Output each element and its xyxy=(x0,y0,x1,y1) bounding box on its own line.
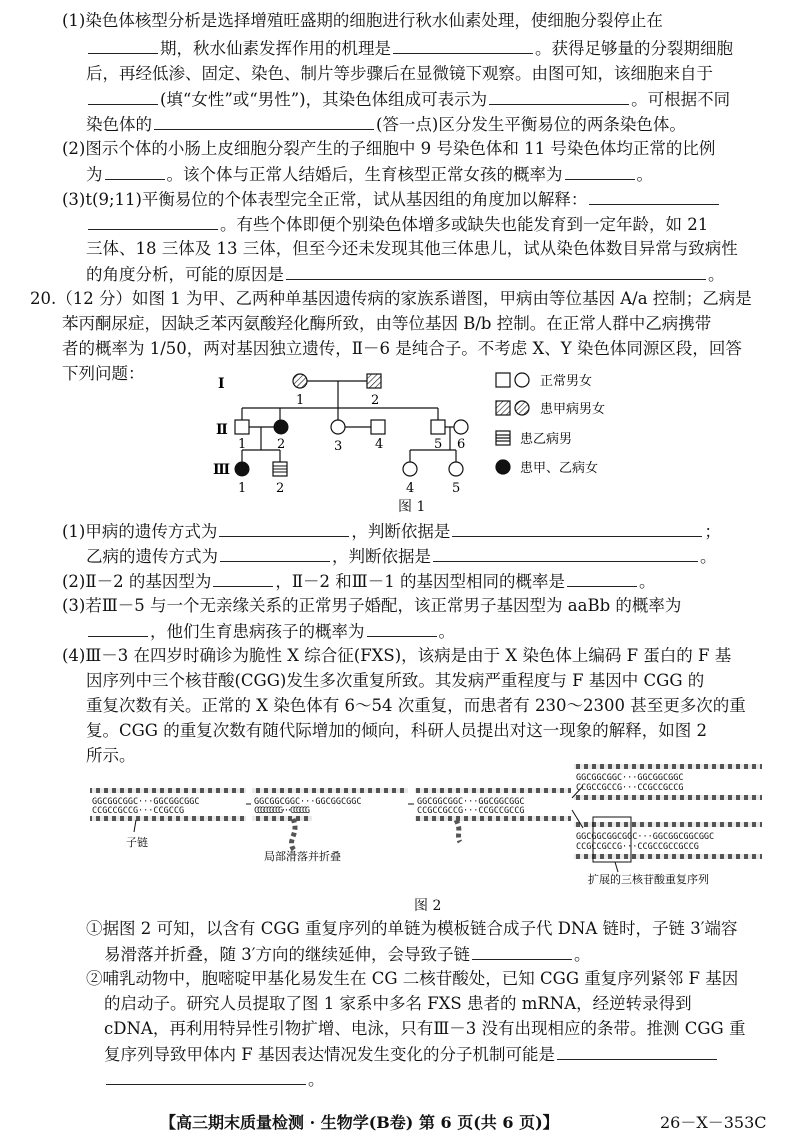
answer-blank[interactable] xyxy=(88,88,158,105)
pedigree-II-1-normal-male xyxy=(235,420,249,434)
p3-seq-top: GGCGGCGGC···GGCGGCGGC xyxy=(417,797,525,807)
legend-normal-label: 正常男女 xyxy=(540,374,593,389)
dna-slippage-figure xyxy=(88,762,768,888)
q19-p1-line2 xyxy=(86,37,733,60)
legend-pku-male-icon xyxy=(496,431,510,445)
pedigree-III-1-both-female xyxy=(235,462,249,476)
answer-blank[interactable] xyxy=(565,163,635,180)
pedigree-III-2-phenylketonuria-male xyxy=(273,462,287,476)
pedigree-II-3-normal-female xyxy=(331,420,345,434)
result-bottom-strand-upper xyxy=(574,822,762,827)
answer-blank[interactable] xyxy=(393,37,533,54)
text: 。 xyxy=(308,1070,325,1089)
answer-blank[interactable] xyxy=(472,943,572,960)
text: 。 xyxy=(700,547,717,566)
pedigree-II-2-both-female xyxy=(274,420,288,434)
legend-affected-male-icon xyxy=(496,401,510,415)
q20-c2-line1: ②哺乳动物中，胞嘧啶甲基化易发生在 CG 二核苷酸处，已知 CGG 重复序列紧邻 F 基因 xyxy=(86,969,739,988)
legend-normal-female-icon xyxy=(515,373,529,387)
text: ，Ⅱ－2 和Ⅲ－1 的基因型相同的概率是 xyxy=(275,572,565,591)
panel2-child-strand xyxy=(252,816,312,821)
pedigree-I-2-affected-male xyxy=(367,374,381,388)
q20-c1-line1: ①据图 2 可知，以含有 CGG 重复序列的单链为模板链合成子代 DNA 链时，子链 3′端容 xyxy=(86,919,738,938)
answer-blank[interactable] xyxy=(489,88,629,105)
figure-1-caption: 图 1 xyxy=(398,499,426,515)
q20-c1-line2 xyxy=(104,943,591,966)
id-III-2: 2 xyxy=(276,481,285,496)
q20-c2-line3: cDNA，再利用特异性引物扩增、电泳，只有Ⅲ－3 没有出现相应的条带。推测 CGG 重 xyxy=(104,1019,746,1038)
q20-s4-line2: 因序列中三个核苷酸(CGG)发生多次重复所致。其发病严重程度与 F 基因中 CGG 的 xyxy=(86,671,705,690)
id-II-6: 6 xyxy=(457,437,466,452)
pedigree-I-1-affected-female xyxy=(293,374,307,388)
paper-code: 26－X－353C xyxy=(660,1113,767,1132)
q19-p2-line1: (2)图示个体的小肠上皮细胞分裂产生的子细胞中 9 号染色体和 11 号染色体均正常的比例 xyxy=(62,139,716,158)
answer-blank[interactable] xyxy=(567,570,637,587)
text: 。 xyxy=(438,622,455,641)
answer-blank[interactable] xyxy=(219,520,349,537)
q20-s3-line1: (3)若Ⅲ－5 与一个无亲缘关系的正常男子婚配，该正常男子基因型为 aaBb 的概率为 xyxy=(62,596,682,615)
legend-both-label: 患甲、乙病女 xyxy=(520,461,599,476)
id-I-2: 2 xyxy=(371,393,380,408)
q19-p1-line5 xyxy=(86,113,686,136)
id-III-4: 4 xyxy=(406,481,415,496)
panel2-folded-loop xyxy=(291,819,295,850)
q20-s4-line5: 所示。 xyxy=(86,746,136,765)
answer-blank[interactable] xyxy=(213,570,273,587)
p1-seq-top: GGCGGCGGC···GGCGGCGGC xyxy=(92,797,200,807)
q19-p3-line2 xyxy=(86,213,708,236)
text: 复序列导致甲体内 F 基因表达情况发生变化的分子机制可能是 xyxy=(104,1045,555,1064)
text: 。 xyxy=(638,572,656,591)
gen-label-II: Ⅱ xyxy=(216,422,228,438)
gen-label-I: Ⅰ xyxy=(218,376,225,392)
q20-s4-line4: 复。CGG 的重复次数有随代际增加的倾向，科研人员提出对这一现象的解释，如图 2 xyxy=(86,721,707,740)
text: (填“女性”或“男性”)，其染色体组成可表示为 xyxy=(160,90,488,109)
page-footer: 【高三期末质量检测 · 生物学(B卷) 第 6 页(共 6 页)】 xyxy=(160,1113,559,1132)
id-III-1: 1 xyxy=(238,481,247,496)
q19-p2-line2 xyxy=(86,163,653,186)
q20-s3-line2 xyxy=(86,620,455,643)
answer-blank[interactable] xyxy=(88,37,158,54)
text: ； xyxy=(704,522,721,541)
q20-c2-line4 xyxy=(104,1043,719,1066)
panel1-template-strand xyxy=(90,788,246,793)
result-top-strand-upper xyxy=(574,764,762,769)
legend-both-female-icon xyxy=(496,460,510,474)
panel2-template-strand xyxy=(252,788,408,793)
r2-seq-top: GGCGGCGGCGGC···GGCGGCGGCGGC xyxy=(576,832,715,842)
answer-blank[interactable] xyxy=(106,1068,306,1085)
q19-p3-line3: 三体、18 三体及 13 三体，但至今还未发现其他三体患儿，试从染色体数目异常与致病性 xyxy=(86,239,738,258)
panel3-folded-loop xyxy=(456,820,460,842)
text: 为 xyxy=(86,165,103,184)
text: ，判断依据是 xyxy=(332,547,431,566)
label-slip-fold: 局部滑落并折叠 xyxy=(264,850,341,863)
panel3-template-strand xyxy=(415,788,571,793)
r1-seq-top: GGCGGCGGC···GGCGGCGGC xyxy=(576,773,684,783)
text: 。 xyxy=(708,265,725,284)
result-bottom-strand-lower xyxy=(574,854,762,859)
legend-affected-label: 患甲病男女 xyxy=(540,402,606,417)
answer-blank[interactable] xyxy=(433,545,698,562)
q20-s1-line1 xyxy=(62,520,721,543)
p2-seq-top: GGCGGCGGC···GGCGGCGGC xyxy=(254,797,362,807)
text: 。该个体与正常人结婚后，生育核型正常女孩的概率为 xyxy=(166,165,563,184)
q19-p3-line4 xyxy=(86,263,725,286)
pedigree-II-5-normal-male xyxy=(431,420,445,434)
label-expanded-repeat: 扩展的三核苷酸重复序列 xyxy=(588,873,709,886)
text: 。 xyxy=(636,165,653,184)
text: 乙病的遗传方式为 xyxy=(86,547,218,566)
id-II-1: 1 xyxy=(238,437,247,452)
figure-2-caption: 图 2 xyxy=(414,898,442,914)
r2-seq-bottom: CCGCCGCCG···CCGCCGCCGCCG xyxy=(576,842,699,852)
pedigree-II-6-normal-female xyxy=(454,420,468,434)
answer-blank[interactable] xyxy=(105,163,165,180)
result-top-strand-lower xyxy=(574,795,762,800)
pedigree-II-4-normal-male xyxy=(371,420,385,434)
id-II-5: 5 xyxy=(434,437,443,452)
answer-blank[interactable] xyxy=(220,545,330,562)
id-II-4: 4 xyxy=(375,437,384,452)
panel3-child-strand xyxy=(415,816,571,821)
p2-seq-bottom: CCGCCGCCG···CCGCCG xyxy=(254,806,310,816)
q19-p1-line4 xyxy=(86,88,730,111)
p3-seq-bottom: CCGCCGCCG···CCGCCGCCG xyxy=(417,806,525,816)
text: 。获得足够量的分裂期细胞 xyxy=(535,39,733,58)
legend-pku-label: 患乙病男 xyxy=(520,432,573,447)
id-II-3: 3 xyxy=(334,439,343,454)
p1-seq-bottom: CCGCCGCCG···CCGCCG xyxy=(92,806,185,816)
q20-s2-line xyxy=(62,570,655,593)
text: 。 xyxy=(574,945,591,964)
q19-p3-line1 xyxy=(62,188,721,211)
q20-intro-line4: 下列问题： xyxy=(62,364,145,383)
answer-blank[interactable] xyxy=(286,263,706,280)
q20-intro-line3: 者的概率为 1/50，两对基因独立遗传，Ⅱ－6 是纯合子。不考虑 X、Y 染色体同源区段，回答 xyxy=(62,339,742,358)
pedigree-figure xyxy=(200,370,640,510)
q20-s1-line2 xyxy=(86,545,717,568)
answer-blank[interactable] xyxy=(557,1043,717,1060)
answer-blank[interactable] xyxy=(88,213,218,230)
answer-blank[interactable] xyxy=(367,620,437,637)
answer-blank[interactable] xyxy=(88,620,148,637)
text: ，判断依据是 xyxy=(351,522,451,541)
legend-affected-female-icon xyxy=(515,401,529,415)
text: (3)t(9;11)平衡易位的个体表型完全正常，试从基因组的角度加以解释： xyxy=(62,190,588,209)
pedigree-III-5-normal-female xyxy=(449,462,463,476)
text: 。有些个体即便个别染色体增多或缺失也能发育到一定年龄，如 21 xyxy=(220,215,709,234)
q20-s4-line3: 重复次数有关。正常的 X 染色体有 6～54 次重复，而患者有 230～2300 甚至更多次的重 xyxy=(86,696,746,715)
id-I-1: 1 xyxy=(296,393,305,408)
text: ，他们生育患病孩子的概率为 xyxy=(150,622,365,641)
pedigree-III-4-normal-female xyxy=(403,462,417,476)
id-III-5: 5 xyxy=(452,481,461,496)
legend-normal-male-icon xyxy=(496,373,510,387)
answer-blank[interactable] xyxy=(154,113,374,130)
q19-p1-line1: (1)染色体核型分析是选择增殖旺盛期的细胞进行秋水仙素处理，使细胞分裂停止在 xyxy=(62,11,663,30)
q20-c2-line2: 的启动子。研究人员提取了图 1 家系中多名 FXS 患者的 mRNA，经逆转录得到 xyxy=(104,994,692,1013)
text: 的角度分析，可能的原因是 xyxy=(86,265,284,284)
gen-label-III: Ⅲ xyxy=(213,462,231,478)
answer-blank[interactable] xyxy=(452,520,702,537)
q20-c2-line5 xyxy=(104,1068,325,1091)
answer-blank[interactable] xyxy=(589,188,719,205)
text: (2)Ⅱ－2 的基因型为 xyxy=(62,572,212,591)
text: (答一点)区分发生平衡易位的两条染色体。 xyxy=(376,115,686,134)
q20-intro-line1: 20.（12 分）如图 1 为甲、乙两种单基因遗传病的家族系谱图，甲病由等位基因 A/a 控制；乙病是 xyxy=(30,289,752,308)
panel1-template-strand-bottom xyxy=(90,816,246,821)
text: 易滑落并折叠，随 3′方向的继续延伸，会导致子链 xyxy=(104,945,470,964)
id-II-2: 2 xyxy=(277,437,286,452)
q19-p1-line3: 后，再经低渗、固定、染色、制片等步骤后在显微镜下观察。由图可知，该细胞来自于 xyxy=(86,64,713,83)
q20-s4-line1: (4)Ⅲ－3 在四岁时确诊为脆性 X 综合征(FXS)，该病是由于 X 染色体上编码 F 蛋白的 F 基 xyxy=(62,646,732,665)
text: 期，秋水仙素发挥作用的机理是 xyxy=(160,39,391,58)
label-child-strand: 子链 xyxy=(126,836,148,849)
text: 。可根据不同 xyxy=(631,90,731,109)
text: 染色体的 xyxy=(86,115,152,134)
r1-seq-bottom: CCGCCGCCG···CCGCCGCCG xyxy=(576,783,684,793)
id-III-3: 3 xyxy=(334,481,343,496)
q20-intro-line2: 苯丙酮尿症，因缺乏苯丙氨酸羟化酶所致，由等位基因 B/b 控制。在正常人群中乙病携带 xyxy=(62,314,712,333)
text: (1)甲病的遗传方式为 xyxy=(62,522,218,541)
